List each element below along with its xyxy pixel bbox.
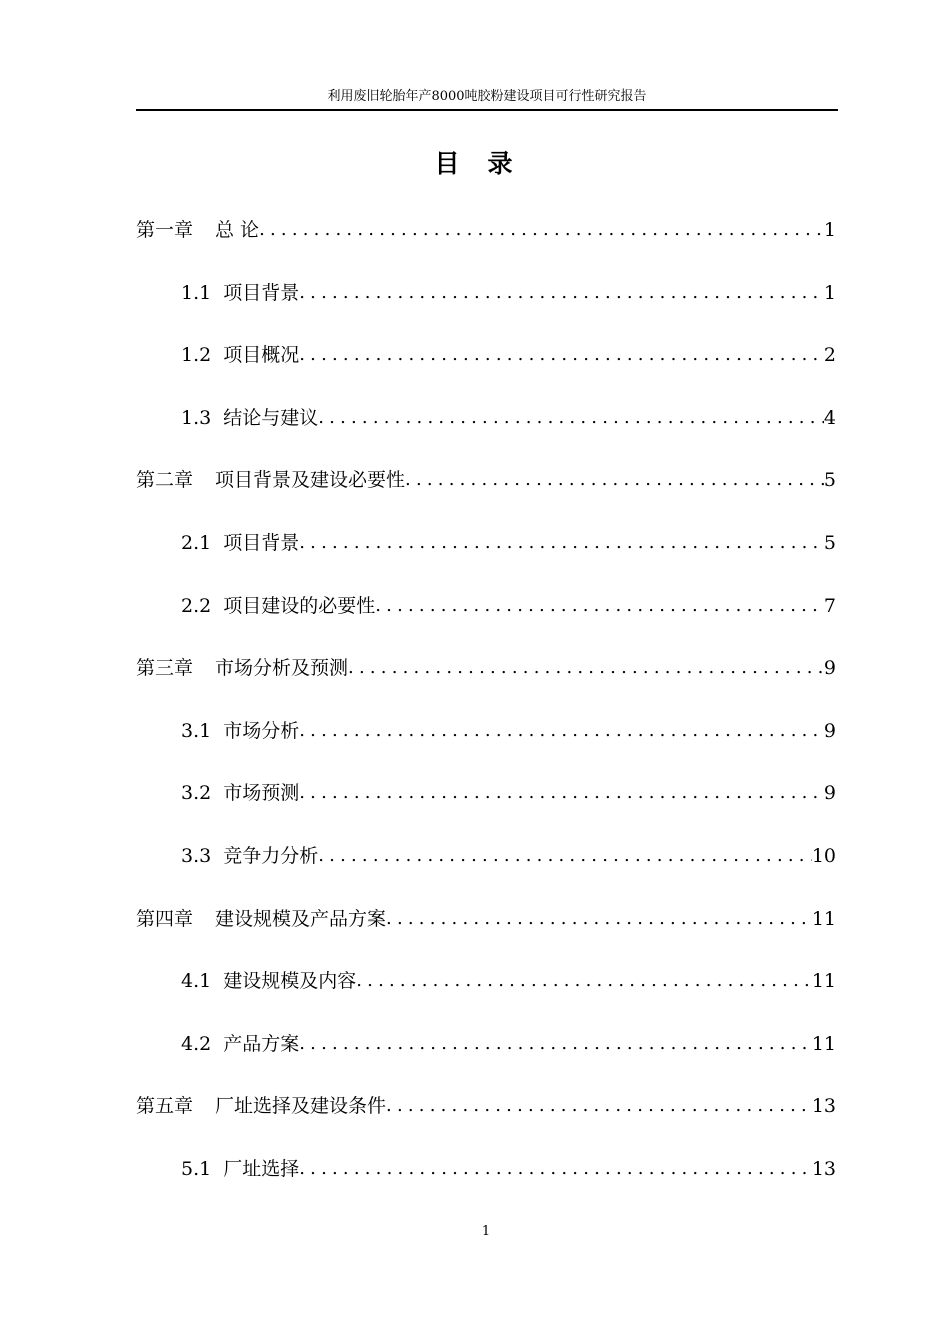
toc-entry-number: 2.2 (181, 594, 212, 617)
toc-dot-leader (299, 779, 824, 807)
toc-entry-label: 项目背景及建设必要性 (215, 469, 406, 492)
toc-entry-label: 竞争力分析 (223, 845, 319, 867)
toc-entry[interactable] (136, 650, 836, 682)
toc-entry-page: 9 (823, 657, 836, 680)
toc-entry[interactable] (181, 1151, 836, 1183)
toc-dot-leader (386, 905, 812, 933)
toc-dot-leader (348, 654, 824, 682)
toc-dot-leader (318, 404, 824, 432)
toc-dot-leader (356, 967, 812, 995)
toc-entry-page: 5 (823, 469, 836, 492)
toc-dot-leader (259, 216, 824, 244)
toc-entry-label: 结论与建议 (223, 406, 319, 429)
toc-entry-number: 3.1 (181, 719, 212, 742)
toc-entry-page: 2 (823, 344, 836, 367)
toc-entry-page: 10 (811, 845, 836, 867)
toc-entry[interactable] (181, 400, 836, 432)
toc-entry-page: 1 (823, 281, 836, 304)
toc-entry-page: 13 (811, 1095, 836, 1118)
page-number: 1 (481, 1224, 491, 1239)
toc-entry-number: 第四章 (136, 907, 194, 930)
toc-entry-number: 2.1 (181, 532, 212, 554)
toc-entry-label: 市场分析及预测 (215, 657, 349, 680)
toc-entry-number: 5.1 (181, 1158, 212, 1180)
toc-entry-number: 第一章 (136, 219, 194, 241)
toc-dot-leader (386, 1092, 812, 1120)
toc-dot-leader (299, 529, 824, 557)
toc-entry-label: 项目建设的必要性 (223, 594, 376, 617)
toc-entry-label: 市场分析 (223, 719, 300, 742)
toc-dot-leader (299, 279, 824, 307)
running-header-title: 利用废旧轮胎年产8000吨胶粉建设项目可行性研究报告 (327, 89, 647, 104)
toc-entry-label: 建设规模及内容 (223, 970, 357, 993)
toc-entry-label: 厂址选择 (223, 1158, 300, 1180)
toc-entry[interactable] (181, 275, 836, 307)
toc-entry-page: 13 (811, 1158, 836, 1180)
toc-entry-number: 3.2 (181, 782, 212, 805)
running-header (136, 88, 838, 111)
toc-entry-page: 9 (823, 719, 836, 742)
toc-entry-page: 1 (823, 219, 836, 241)
toc-entry-label: 总 论 (215, 219, 260, 241)
toc-entry-page: 7 (823, 594, 836, 617)
toc-entry-label: 产品方案 (223, 1032, 300, 1055)
toc-entry-number: 第五章 (136, 1095, 194, 1118)
toc-entry-page: 11 (811, 1032, 836, 1055)
toc-entry[interactable] (181, 838, 836, 870)
toc-entry[interactable] (181, 337, 836, 369)
toc-entry-page: 11 (811, 907, 836, 930)
toc-entry-number: 4.1 (181, 970, 212, 993)
toc-entry-number: 第三章 (136, 657, 194, 680)
toc-dot-leader (299, 1030, 812, 1058)
toc-entry-label: 市场预测 (223, 782, 300, 805)
toc-dot-leader (299, 1155, 812, 1183)
toc-dot-leader (318, 842, 812, 870)
toc-entry-number: 3.3 (181, 845, 212, 867)
toc-entry-label: 项目背景 (223, 281, 300, 304)
toc-entry-label: 厂址选择及建设条件 (215, 1095, 387, 1118)
toc-dot-leader (405, 466, 824, 494)
toc-entry-page: 5 (823, 532, 836, 554)
toc-entry-number: 1.3 (181, 406, 212, 429)
toc-entry[interactable] (136, 901, 836, 933)
toc-heading: 目录 (434, 149, 541, 178)
toc-entry[interactable] (181, 525, 836, 557)
toc-entry-label: 建设规模及产品方案 (215, 907, 387, 930)
toc-entry[interactable] (181, 588, 836, 620)
toc-entry-label: 项目背景 (223, 532, 300, 554)
toc-entry[interactable] (181, 1026, 836, 1058)
toc-entry-number: 1.2 (181, 344, 212, 367)
toc-entry[interactable] (181, 775, 836, 807)
toc-entry-page: 11 (811, 970, 836, 993)
toc-entry-number: 第二章 (136, 469, 194, 492)
toc-dot-leader (299, 341, 824, 369)
toc-entry[interactable] (136, 212, 836, 244)
toc-entry-label: 项目概况 (223, 344, 300, 367)
toc-entry-number: 4.2 (181, 1032, 212, 1055)
toc-entry[interactable] (181, 963, 836, 995)
toc-dot-leader (375, 592, 824, 620)
toc-dot-leader (299, 717, 824, 745)
toc-entry[interactable] (181, 713, 836, 745)
toc-entry[interactable] (136, 1088, 836, 1120)
toc-entry-number: 1.1 (181, 281, 212, 304)
toc-entry-page: 4 (823, 406, 836, 429)
toc-entry-page: 9 (823, 782, 836, 805)
toc-entry[interactable] (136, 462, 836, 494)
